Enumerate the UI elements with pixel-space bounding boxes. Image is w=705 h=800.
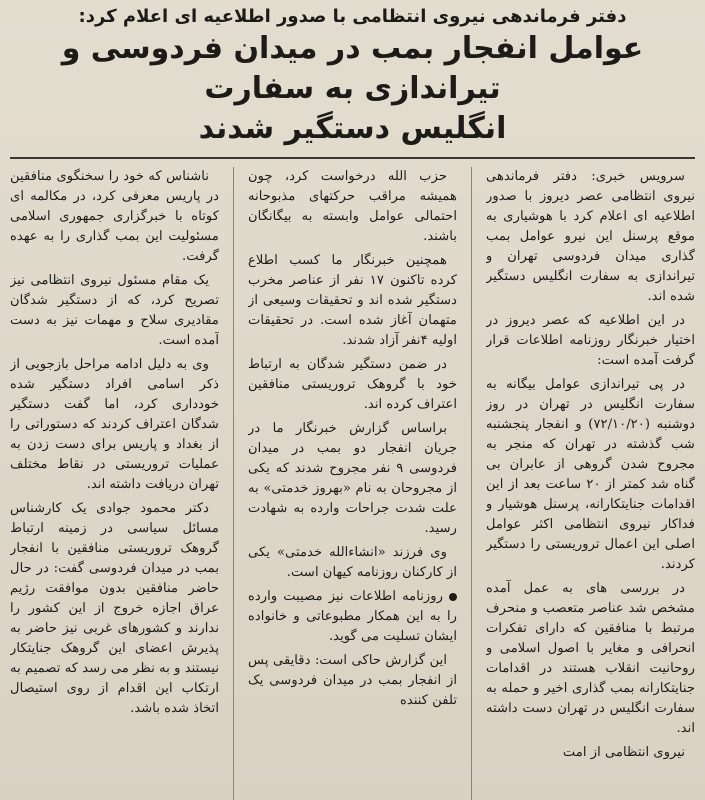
paragraph: روزنامه اطلاعات نیز مصیبت وارده را به این همکار مطبوعاتی و خانواده ایشان تسلیت می گوید. <box>248 589 457 644</box>
paragraph: دکتر محمود جوادی یک کارشناس مسائل سیاسی در زمینه ارتباط گروهک تروریستی منافقین با انفجار بمب در میدان فردوسی گفت: در حال حاضر منافقین بدون موافقت رژیم عراق اجازه خروج از این کشور را ندارند و کشورهای غربی نیز حاضر به پذیرش اعضای این گروهک جنایتکار نیستند و به نظر می رسد که تصمیم به ارتکاب این اقدام از روی استیصال اتخاذ شده باشد. <box>10 501 219 716</box>
paragraph: حزب الله درخواست کرد، چون همیشه مراقب حرکتهای مذبوحانه احتمالی عوامل وابسته به بیگانگان باشند. <box>248 169 457 244</box>
paragraph: براساس گزارش خبرنگار ما در جریان انفجار دو بمب در میدان فردوسی ۹ نفر مجروح شدند که یکی از مجروحان به نام «بهروز خدمتی» به علت شدت جراحات وارده به شهادت رسید. <box>248 421 457 536</box>
paragraph: در بررسی های به عمل آمده مشخص شد عناصر متعصب و منحرف مرتبط با منافقین که دارای تفکرات انحرافی و مغایر با اصول اسلامی و روحانیت انقلاب هستند در اقدامات جنایتکارانه بمب گذاری اخیر و حمله به سفارت انگلیس در تهران دست داشته اند. <box>486 581 695 736</box>
bullet-icon <box>449 593 457 601</box>
article-columns <box>10 167 695 800</box>
paragraph: یک مقام مسئول نیروی انتظامی نیز تصریح کرد، که از دستگیر شدگان مقادیری سلاح و مهمات نیز به دست آمده است. <box>10 273 219 348</box>
column-divider <box>233 167 234 800</box>
article-headline <box>10 29 695 149</box>
paragraph: وی به دلیل ادامه مراحل بازجویی از ذکر اسامی افراد دستگیر شده خودداری کرد، اما گفت دستگیر شدگان اعتراف کردند که دستوراتی را از بغداد و پاریس برای دست زدن به عملیات تروریستی در نقاط مختلف تهران دریافت داشته اند. <box>10 357 219 492</box>
article-kicker: دفتر فرماندهی نیروی انتظامی با صدور اطلاعیه ای اعلام کرد: <box>78 6 627 27</box>
column-3 <box>10 167 219 800</box>
headline-rule <box>10 157 695 159</box>
paragraph: سرویس خبری: دفتر فرماندهی نیروی انتظامی عصر دیروز با صدور اطلاعیه ای اعلام کرد با هوشیاری به موقع پرسنل این نیرو عوامل بمب گذاری میدان فردوسی تهران و تیراندازی به سفارت انگلیس دستگیر شده اند. <box>486 169 695 304</box>
paragraph: در این اطلاعیه که عصر دیروز در اختیار خبرنگار روزنامه اطلاعات قرار گرفت آمده است: <box>486 313 695 368</box>
column-divider <box>471 167 472 800</box>
column-1 <box>486 167 695 800</box>
headline-line-1: عوامل انفجار بمب در میدان فردوسی و تیراندازی به سفارت <box>61 31 644 106</box>
paragraph: ناشناس که خود را سخنگوی منافقین در پاریس معرفی کرد، در مکالمه ای کوتاه با خبرگزاری جمهوری اسلامی مسئولیت این بمب گذاری را به عهده گرفت. <box>10 169 219 264</box>
paragraph: وی فرزند «انشاءالله خدمتی» یکی از کارکنان روزنامه کیهان است. <box>248 545 457 580</box>
headline-line-2: انگلیس دستگیر شدند <box>198 111 507 146</box>
paragraph: همچنین خبرنگار ما کسب اطلاع کرده تاکنون ۱۷ نفر از عناصر مخرب دستگیر شده اند و تحقیقات وسیعی از متهمان آغاز شده است. در تحقیقات اولیه ۴نفر آزاد شدند. <box>248 253 457 348</box>
paragraph: در ضمن دستگیر شدگان به ارتباط خود با گروهک تروریستی منافقین اعتراف کرده اند. <box>248 357 457 412</box>
column-2 <box>248 167 457 800</box>
paragraph: این گزارش حاکی است: دقایقی پس از انفجار بمب در میدان فردوسی یک تلفن کننده <box>248 653 457 708</box>
bullet-paragraph <box>248 587 457 647</box>
paragraph: در پی تیراندازی عوامل بیگانه به سفارت انگلیس در تهران در روز دوشنبه (۷۲/۱۰/۲۰) و انفجار پنجشنبه شب گذشته در تهران که منجر به مجروح شدن گروهی از عابران بی گناه شد کمتر از ۲۰ ساعت بعد از این اقدامات جنایتکارانه، پرسنل هوشیار و فداکار نیروی انتظامی اکثر عوامل اصلی این اعمال تروریستی را دستگیر کردند. <box>486 377 695 572</box>
paragraph: نیروی انتظامی از امت <box>562 745 685 760</box>
